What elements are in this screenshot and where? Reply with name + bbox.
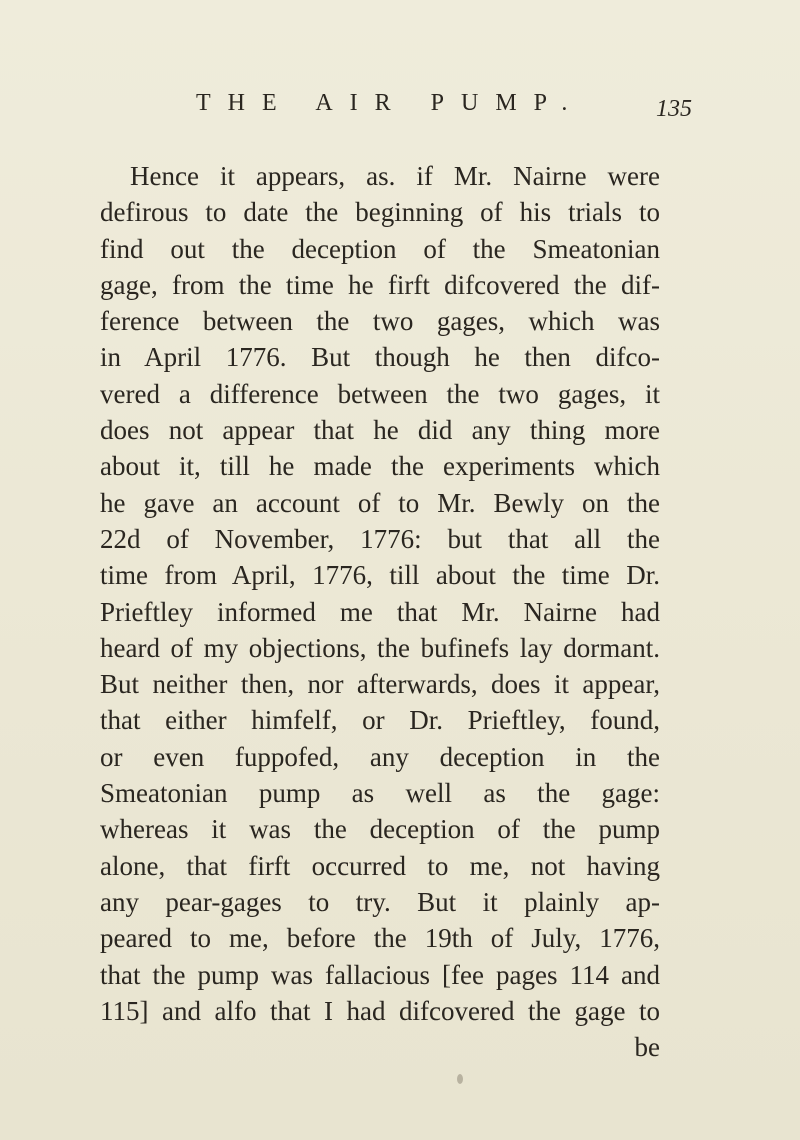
text-line: that the pump was fallacious [fee pages 114 and — [100, 959, 660, 990]
running-head — [196, 88, 692, 124]
text-line: 22d of November, 1776: but that all the — [100, 523, 660, 554]
text-line: ference between the two gages, which was — [100, 306, 660, 337]
text-line: time from April, 1776, till about the time Dr. — [100, 560, 660, 591]
text-line: Hence it appears, as. if Mr. Nairne were — [130, 161, 660, 191]
text-line: vered a difference between the two gages, it — [100, 378, 660, 409]
text-line: gage, from the time he firft difcovered the dif- — [100, 269, 660, 300]
text-line: does not appear that he did any thing more — [100, 415, 660, 446]
text-line: he gave an account of to Mr. Bewly on the — [100, 487, 660, 518]
text-line: heard of my objections, the bufinefs lay dormant. — [100, 632, 660, 663]
text-line: alone, that firft occurred to me, not having — [100, 850, 660, 881]
text-line: 115] and alfo that I had difcovered the gage to — [100, 995, 660, 1026]
text-line: whereas it was the deception of the pump — [100, 814, 660, 845]
text-line: that either himfelf, or Dr. Prieftley, found, — [100, 705, 660, 736]
text-line: find out the deception of the Smeatonian — [100, 233, 660, 264]
catchword: be — [634, 1032, 660, 1063]
text-line: But neither then, nor afterwards, does it appear, — [100, 669, 660, 700]
paper-speck — [457, 1074, 463, 1084]
text-line: peared to me, before the 19th of July, 1776, — [100, 923, 660, 954]
text-line: defirous to date the beginning of his trials to — [100, 197, 660, 228]
text-line: in April 1776. But though he then difco- — [100, 342, 660, 373]
running-title: THE AIR PUMP. — [196, 90, 585, 116]
text-line: Smeatonian pump as well as the gage: — [100, 778, 660, 809]
body-text — [100, 158, 660, 1065]
page-number: 135 — [656, 96, 692, 122]
text-line: any pear-gages to try. But it plainly ap- — [100, 886, 660, 917]
text-line: or even fuppofed, any deception in the — [100, 741, 660, 772]
text-line: about it, till he made the experiments which — [100, 451, 660, 482]
text-line: Prieftley informed me that Mr. Nairne had — [100, 596, 660, 627]
